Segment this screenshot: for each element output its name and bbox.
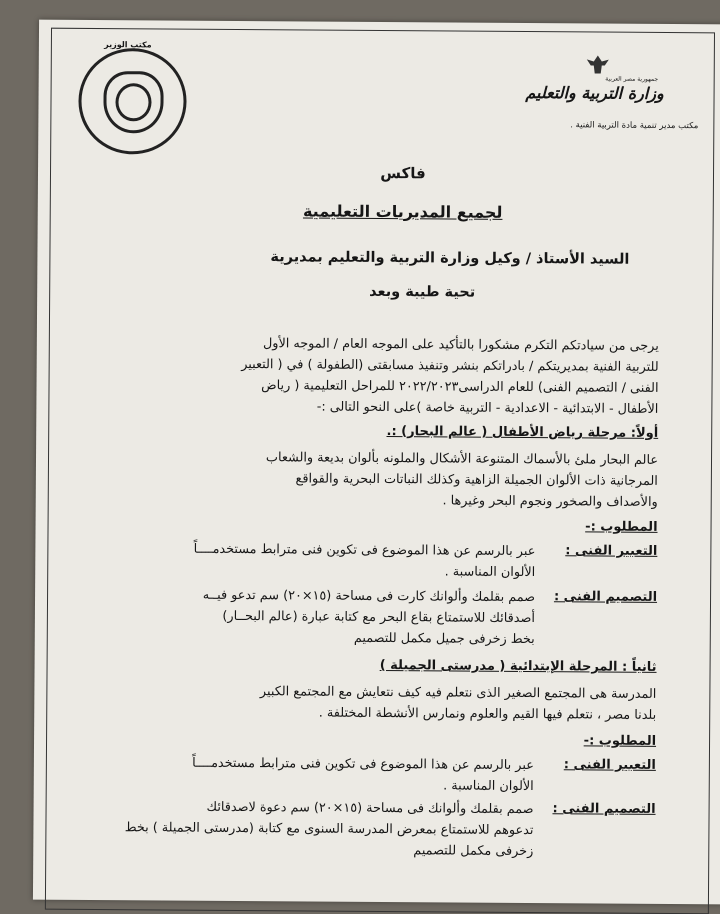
seal-emblem-core bbox=[115, 83, 151, 121]
section2-body-line: المدرسة هى المجتمع الصغير الذى نتعلم فيه كيف نتعايش مع المجتمع الكبير bbox=[259, 684, 657, 702]
seal-text: مكتب الوزير bbox=[104, 40, 152, 50]
section1-required: المطلوب :- bbox=[585, 519, 658, 535]
section1-body bbox=[96, 446, 658, 513]
section2-design-line: تدعوهم للاستمتاع بمعرض المدرسة السنوى مع كتابة (مدرستى الجميلة ) بخط bbox=[124, 820, 534, 839]
section1-heading: أولاً: مرحلة رياض الأطفال ( عالم البحار) :. bbox=[386, 424, 659, 441]
section1-expression-text bbox=[95, 538, 535, 583]
section1-design-line: صمم بقلمك وألوانك كارت فى مساحة (١٥×٢٠) سم تدعو فيــه bbox=[202, 587, 536, 606]
section2-expression-line: الألوان المناسبة . bbox=[443, 778, 534, 795]
office-name: مكتب مدير تنمية مادة التربية الفنية . bbox=[570, 120, 699, 132]
section1-design-text bbox=[95, 584, 535, 650]
section2-expression-line: عبر بالرسم عن هذا الموضوع فى تكوين فنى مترابط مستخدمــــاً bbox=[192, 755, 534, 774]
section2-required: المطلوب :- bbox=[583, 733, 657, 749]
intro-line: للتربية الفنية بمديريتكم / بادراتكم بنشر وتنفيذ مسابقتى (الطفولة ) في ( التعبير bbox=[241, 357, 659, 375]
section2-expression-text bbox=[94, 752, 534, 797]
intro-line: الفنى / التصميم الفنى) للعام الدراسى٢٠٢٢/٢٠٢٣ للمراحل التعليمية ( رياض bbox=[261, 378, 659, 396]
eagle-emblem-icon bbox=[585, 53, 611, 75]
section1-expression-line: عبر بالرسم عن هذا الموضوع فى تكوين فنى مترابط مستخدمــــاً bbox=[193, 541, 536, 560]
intro-line: الأطفال - الابتدائية - الاعدادية - التربية خاصة )على النحو التالى :- bbox=[316, 399, 659, 417]
fax-title: فاكس bbox=[380, 163, 426, 183]
ministry-name: وزارة التربية والتعليم bbox=[525, 82, 664, 103]
section1-expression-label: التعبير الفنى : bbox=[565, 543, 658, 559]
section2-body bbox=[94, 680, 656, 726]
section2-expression-label: التعبير الفنى : bbox=[563, 757, 656, 773]
section2-heading: ثانياً : المرحلة الإبتدائية ( مدرستى الجميلة ) bbox=[379, 657, 657, 675]
republic-text: جمهورية مصر العربية bbox=[605, 75, 659, 83]
recipients-title: لجميع المديريات التعليمية bbox=[302, 201, 503, 222]
intro-line: يرجى من سيادتكم التكرم مشكورا بالتأكيد على الموجه العام / الموجه الأول bbox=[262, 336, 659, 354]
section1-design-label: التصميم الفنى : bbox=[553, 589, 658, 605]
intro-paragraph bbox=[138, 332, 659, 420]
addressee-line: السيد الأستاذ / وكيل وزارة التربية والتعليم بمديرية bbox=[270, 249, 630, 268]
section1-body-line: المرجانية ذات الألوان الجميلة الزاهية وكذلك النباتات البحرية والقواقع bbox=[295, 471, 658, 489]
section1-body-line: عالم البحار ملئ بالأسماك المتنوعة الأشكال والملونه بألوان بديعة والشعاب bbox=[265, 450, 659, 468]
section1-design-line: بخط زخرفى جميل مكمل للتصميم bbox=[353, 630, 535, 648]
fax-document-sheet bbox=[33, 20, 720, 905]
section1-design-line: أصدقائك للاستمتاع بقاع البحر مع كتابة عبارة (عالم البحــار) bbox=[222, 608, 535, 627]
section2-body-line: بلدنا مصر ، نتعلم فيها القيم والعلوم ونمارس الأنشطة المختلفة . bbox=[318, 705, 657, 723]
section2-design-label: التصميم الفنى : bbox=[552, 801, 656, 817]
section1-expression-line: الألوان المناسبة . bbox=[444, 564, 536, 581]
section2-design-text bbox=[93, 796, 533, 862]
ministry-seal bbox=[78, 48, 187, 155]
section1-body-line: والأصداف والصخور ونجوم البحر وغيرها . bbox=[442, 493, 658, 510]
greeting-line: تحية طيبة وبعد bbox=[369, 283, 476, 301]
section2-design-line: زخرفى مكمل للتصميم bbox=[413, 843, 534, 860]
section2-design-line: صمم بقلمك وألوانك فى مساحة (١٥×٢٠) سم دعوة لاصدقائك bbox=[206, 799, 534, 818]
